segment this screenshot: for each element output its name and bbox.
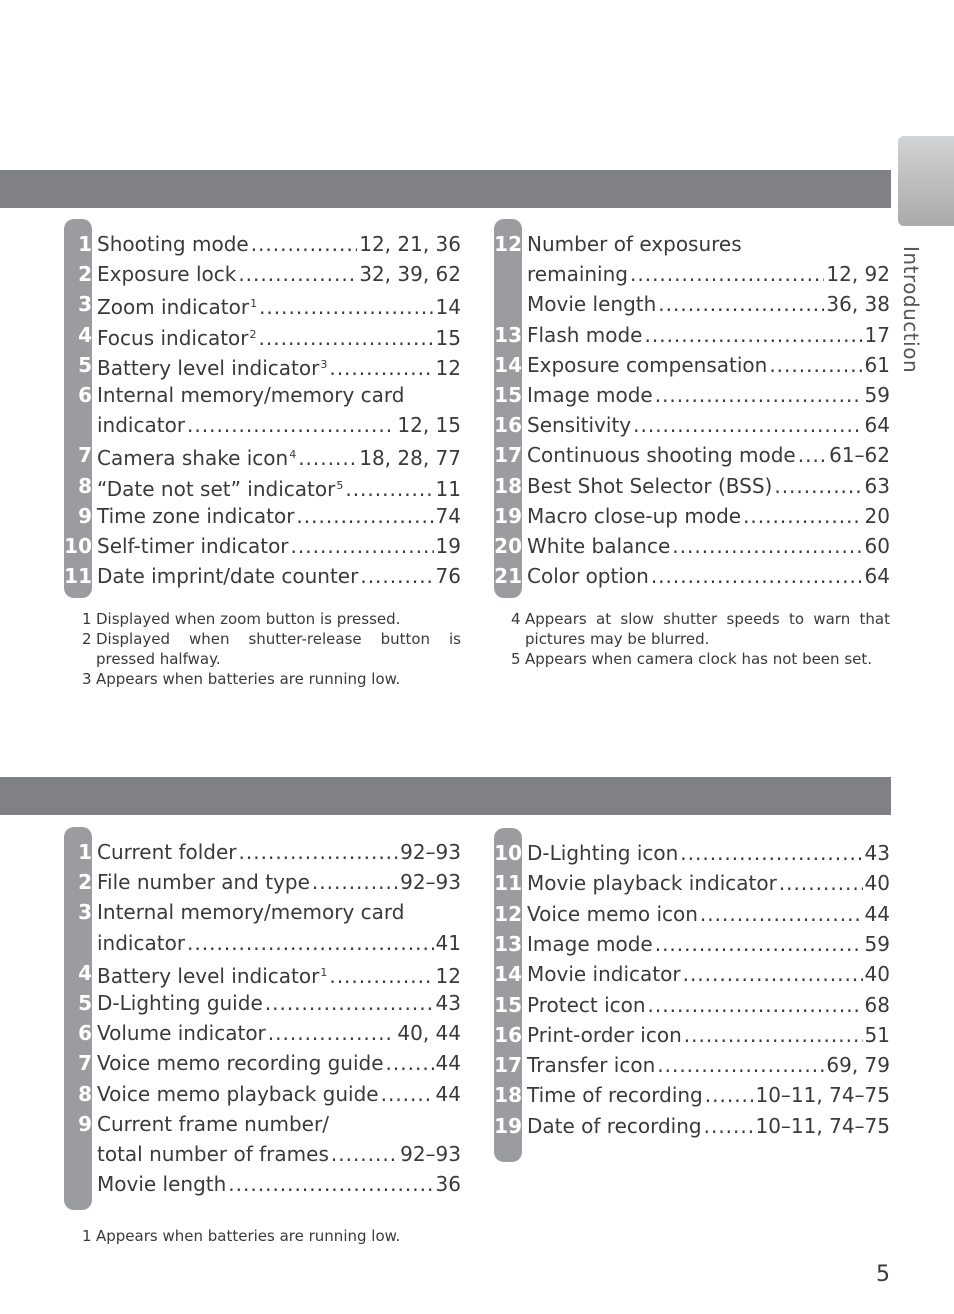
list-item bbox=[0, 259, 954, 289]
item-number: 10 bbox=[494, 841, 522, 865]
item-label: “Date not set” indicator$^5$ bbox=[97, 476, 344, 501]
list-item bbox=[0, 320, 954, 350]
list-item bbox=[0, 990, 954, 1020]
page-reference: 12 bbox=[435, 963, 461, 988]
item-label: total number of frames bbox=[97, 1142, 329, 1166]
item-label: Transfer icon bbox=[527, 1053, 656, 1078]
dot-leader bbox=[651, 561, 863, 591]
page-reference: 74 bbox=[435, 503, 461, 528]
footnote-number: 2 bbox=[82, 630, 92, 648]
item-number: 15 bbox=[494, 992, 522, 1017]
item-label: Continuous shooting mode bbox=[527, 443, 796, 468]
item-label: indicator bbox=[97, 930, 186, 955]
page-reference: 10–11, 74–75 bbox=[755, 1083, 890, 1108]
item-number: 14 bbox=[494, 962, 522, 987]
page-reference: 69, 79 bbox=[826, 1053, 890, 1078]
list-item bbox=[0, 531, 954, 561]
page-reference: 61–62 bbox=[829, 443, 890, 468]
list-item bbox=[0, 929, 954, 959]
list-item bbox=[0, 289, 954, 319]
page-reference: 92–93 bbox=[400, 870, 461, 895]
item-entry bbox=[527, 1020, 890, 1050]
item-label: Current folder bbox=[97, 840, 237, 864]
item-entry bbox=[527, 959, 890, 989]
list-item bbox=[0, 868, 954, 898]
item-label: Zoom indicator$^1$ bbox=[97, 295, 258, 320]
page-reference: 63 bbox=[864, 473, 890, 498]
item-number: 6 bbox=[78, 1021, 92, 1046]
item-number: 8 bbox=[78, 473, 92, 498]
item-label: Battery level indicator$^1$ bbox=[97, 963, 328, 988]
chapter-label-text: Introduction bbox=[899, 246, 923, 374]
page-reference: 20 bbox=[864, 503, 890, 528]
page-reference: 92–93 bbox=[400, 840, 461, 864]
item-number: 3 bbox=[78, 900, 92, 925]
list-item bbox=[0, 501, 954, 531]
page-reference: 61 bbox=[864, 352, 890, 377]
item-entry bbox=[527, 531, 890, 561]
item-entry bbox=[527, 410, 890, 440]
item-entry bbox=[527, 1080, 890, 1110]
item-label: indicator bbox=[97, 413, 186, 438]
item-entry bbox=[527, 899, 890, 929]
dot-leader bbox=[658, 289, 824, 319]
page-reference: 17 bbox=[864, 322, 890, 347]
list-item bbox=[0, 1111, 954, 1141]
item-label: Flash mode bbox=[527, 322, 643, 347]
item-number: 14 bbox=[494, 352, 522, 377]
item-label: White balance bbox=[527, 534, 671, 558]
item-entry bbox=[527, 350, 890, 380]
item-number: 18 bbox=[494, 473, 522, 498]
page-reference: 36, 38 bbox=[826, 292, 890, 317]
footnote-ref: 4 bbox=[289, 448, 297, 462]
item-number: 9 bbox=[78, 503, 92, 528]
footnote-number: 1 bbox=[82, 1227, 92, 1245]
list-item bbox=[0, 229, 954, 259]
item-number: 4 bbox=[78, 960, 92, 985]
dot-leader bbox=[633, 410, 862, 440]
item-number: 7 bbox=[78, 443, 92, 468]
item-label: Exposure lock bbox=[97, 262, 237, 287]
item-entry bbox=[527, 229, 890, 259]
item-number: 3 bbox=[78, 292, 92, 317]
footnote bbox=[511, 649, 890, 669]
item-label: Shooting mode bbox=[97, 232, 249, 256]
list-item bbox=[0, 380, 954, 410]
page-reference: 64 bbox=[864, 564, 890, 589]
page-reference: 40, 44 bbox=[397, 1021, 461, 1046]
footnote-ref: 5 bbox=[336, 478, 344, 492]
item-label: Voice memo icon bbox=[527, 901, 698, 926]
dot-leader bbox=[705, 1080, 754, 1110]
footnote-ref: 1 bbox=[250, 297, 258, 311]
item-label: Sensitivity bbox=[527, 413, 632, 438]
item-label: Self-timer indicator bbox=[97, 534, 289, 558]
item-label: Time zone indicator bbox=[97, 503, 295, 528]
list-item bbox=[0, 1020, 954, 1050]
dot-leader bbox=[655, 380, 863, 410]
item-entry bbox=[527, 1111, 890, 1141]
page-number: 5 bbox=[876, 1262, 890, 1287]
page-reference: 76 bbox=[435, 564, 461, 589]
footnote-ref: 2 bbox=[249, 327, 257, 341]
item-entry bbox=[527, 561, 890, 591]
item-entry bbox=[527, 1050, 890, 1080]
item-label: Date of recording bbox=[527, 1113, 702, 1138]
item-number: 5 bbox=[78, 991, 92, 1015]
dot-leader bbox=[684, 1020, 863, 1050]
page-reference: 41 bbox=[435, 930, 461, 955]
item-label: Voice memo recording guide bbox=[97, 1051, 384, 1076]
item-label: Exposure compensation bbox=[527, 352, 768, 377]
page-reference: 43 bbox=[435, 991, 461, 1015]
list-item bbox=[0, 1139, 954, 1169]
footnote-number: 3 bbox=[82, 670, 92, 688]
item-label: Protect icon bbox=[527, 992, 646, 1017]
item-label: D-Lighting guide bbox=[97, 991, 263, 1015]
item-entry bbox=[527, 929, 890, 959]
footnote-ref: 3 bbox=[320, 357, 328, 371]
item-entry bbox=[527, 868, 890, 898]
item-number: 10 bbox=[64, 534, 92, 558]
dot-leader bbox=[331, 1139, 398, 1169]
list-item bbox=[0, 440, 954, 470]
item-number: 9 bbox=[78, 1111, 92, 1136]
item-number: 12 bbox=[494, 232, 522, 256]
item-entry bbox=[527, 320, 890, 350]
list-item bbox=[0, 471, 954, 501]
dot-leader bbox=[657, 1050, 824, 1080]
item-number: 16 bbox=[494, 413, 522, 438]
item-number: 11 bbox=[494, 871, 522, 896]
header-band-shooting bbox=[0, 170, 891, 208]
dot-leader bbox=[704, 1111, 754, 1141]
page-reference: 40 bbox=[864, 962, 890, 987]
list-item bbox=[0, 1169, 954, 1199]
item-label: Movie playback indicator bbox=[527, 871, 777, 896]
page-reference: 18, 28, 77 bbox=[359, 446, 461, 471]
footnote-number: 4 bbox=[511, 610, 521, 628]
item-entry bbox=[527, 380, 890, 410]
page-reference: 12, 21, 36 bbox=[359, 232, 461, 256]
item-label: Best Shot Selector (BSS) bbox=[527, 473, 773, 498]
item-label: Focus indicator$^2$ bbox=[97, 325, 257, 350]
item-number: 19 bbox=[494, 503, 522, 528]
dot-leader bbox=[774, 471, 862, 501]
dot-leader bbox=[743, 501, 862, 531]
page-reference: 92–93 bbox=[400, 1142, 461, 1166]
item-number: 15 bbox=[494, 383, 522, 407]
item-label: Print-order icon bbox=[527, 1022, 682, 1047]
page-reference: 11 bbox=[435, 476, 461, 501]
dot-leader bbox=[655, 929, 863, 959]
item-number: 1 bbox=[78, 232, 92, 256]
page-reference: 40 bbox=[864, 871, 890, 896]
item-label: Camera shake icon$^4$ bbox=[97, 446, 297, 471]
dot-leader bbox=[798, 440, 827, 470]
list-item bbox=[0, 959, 954, 989]
page-reference: 10–11, 74–75 bbox=[755, 1113, 890, 1138]
item-label: Image mode bbox=[527, 931, 653, 956]
item-label: Date imprint/date counter bbox=[97, 564, 359, 589]
list-item bbox=[0, 899, 954, 929]
page-reference: 32, 39, 62 bbox=[359, 262, 461, 287]
item-number: 12 bbox=[494, 901, 522, 926]
item-number: 20 bbox=[494, 534, 522, 558]
item-number: 4 bbox=[78, 322, 92, 347]
item-label: Macro close-up mode bbox=[527, 503, 742, 528]
item-entry bbox=[527, 990, 890, 1020]
footnote bbox=[82, 1226, 461, 1246]
page-reference: 64 bbox=[864, 413, 890, 438]
item-label: Time of recording bbox=[527, 1083, 703, 1108]
page-reference: 60 bbox=[864, 534, 890, 558]
page-reference: 59 bbox=[864, 931, 890, 956]
item-label: Volume indicator bbox=[97, 1021, 266, 1046]
footnote-number: 1 bbox=[82, 610, 92, 628]
item-number: 18 bbox=[494, 1083, 522, 1108]
footnote-text: Appears at slow shutter speeds to warn that pictures may be blurred. bbox=[525, 610, 890, 648]
item-entry bbox=[527, 259, 890, 289]
item-number: 7 bbox=[78, 1051, 92, 1076]
footnote bbox=[82, 669, 461, 689]
page-reference: 44 bbox=[435, 1051, 461, 1076]
item-label: File number and type bbox=[97, 870, 310, 895]
dot-leader bbox=[700, 899, 863, 929]
list-item bbox=[0, 838, 954, 868]
page-reference: 15 bbox=[435, 325, 461, 350]
dot-leader bbox=[779, 868, 863, 898]
item-number: 1 bbox=[78, 840, 92, 864]
item-number: 21 bbox=[494, 564, 522, 589]
item-number: 2 bbox=[78, 870, 92, 895]
list-item bbox=[0, 561, 954, 591]
footnote bbox=[82, 629, 461, 669]
dot-leader bbox=[645, 320, 863, 350]
footnote bbox=[511, 609, 890, 649]
item-number: 13 bbox=[494, 931, 522, 956]
footnote-text: Appears when batteries are running low. bbox=[96, 670, 401, 688]
page-reference: 68 bbox=[864, 992, 890, 1017]
item-entry bbox=[527, 501, 890, 531]
item-entry bbox=[527, 289, 890, 319]
dot-leader bbox=[683, 959, 863, 989]
item-number: 16 bbox=[494, 1022, 522, 1047]
item-number: 17 bbox=[494, 1053, 522, 1078]
item-number: 5 bbox=[78, 352, 92, 377]
item-label: Image mode bbox=[527, 383, 653, 407]
item-label: Color option bbox=[527, 564, 649, 589]
item-label: Voice memo playback guide bbox=[97, 1081, 379, 1106]
list-item bbox=[0, 350, 954, 380]
page-reference: 12, 92 bbox=[826, 262, 890, 287]
page-reference: 43 bbox=[864, 841, 890, 865]
footnote-text: Displayed when shutter-release button is pressed halfway. bbox=[96, 630, 461, 668]
item-label: Internal memory/memory card bbox=[97, 383, 405, 407]
dot-leader bbox=[769, 350, 862, 380]
list-item bbox=[0, 1080, 954, 1110]
item-label: Battery level indicator$^3$ bbox=[97, 355, 328, 380]
page-reference: 44 bbox=[864, 901, 890, 926]
item-label: Internal memory/memory card bbox=[97, 900, 405, 925]
dot-leader bbox=[630, 259, 824, 289]
footnote-text: Appears when camera clock has not been set. bbox=[525, 650, 873, 668]
header-band-playback bbox=[0, 777, 891, 815]
item-entry bbox=[527, 838, 890, 868]
item-number: 6 bbox=[78, 383, 92, 407]
item-label: Movie length bbox=[527, 292, 657, 317]
item-label: D-Lighting icon bbox=[527, 841, 679, 865]
list-item bbox=[0, 410, 954, 440]
page-reference: 59 bbox=[864, 383, 890, 407]
page-reference: 12 bbox=[435, 355, 461, 380]
footnote bbox=[82, 609, 461, 629]
dot-leader bbox=[648, 990, 863, 1020]
item-entry bbox=[527, 440, 890, 470]
item-number: 11 bbox=[64, 564, 92, 589]
item-number: 2 bbox=[78, 262, 92, 287]
page-reference: 12, 15 bbox=[397, 413, 461, 438]
item-label: Current frame number/ bbox=[97, 1111, 329, 1136]
page-reference: 36 bbox=[435, 1172, 461, 1197]
dot-leader bbox=[680, 838, 862, 868]
footnote-number: 5 bbox=[511, 650, 521, 668]
dot-leader bbox=[228, 1169, 433, 1199]
item-label: Number of exposures bbox=[527, 232, 742, 256]
item-label: remaining bbox=[527, 262, 628, 287]
page-reference: 44 bbox=[435, 1081, 461, 1106]
list-item bbox=[0, 1050, 954, 1080]
footnote-text: Displayed when zoom button is pressed. bbox=[96, 610, 401, 628]
item-number: 8 bbox=[78, 1081, 92, 1106]
item-number: 19 bbox=[494, 1113, 522, 1138]
item-number: 13 bbox=[494, 322, 522, 347]
item-label: Movie length bbox=[97, 1172, 227, 1197]
item-label: Movie indicator bbox=[527, 962, 681, 987]
page-reference: 51 bbox=[864, 1022, 890, 1047]
page-reference: 19 bbox=[435, 534, 461, 558]
item-entry bbox=[97, 1139, 461, 1169]
dot-leader bbox=[672, 531, 862, 561]
chapter-tab[interactable] bbox=[898, 136, 954, 226]
item-number: 17 bbox=[494, 443, 522, 468]
page-reference: 14 bbox=[435, 295, 461, 320]
item-entry bbox=[527, 471, 890, 501]
item-entry bbox=[97, 1169, 461, 1199]
footnote-ref: 1 bbox=[320, 965, 328, 979]
footnote-text: Appears when batteries are running low. bbox=[96, 1227, 401, 1245]
